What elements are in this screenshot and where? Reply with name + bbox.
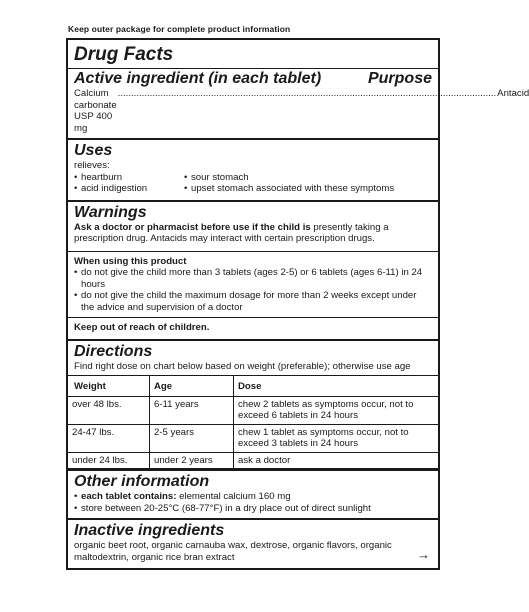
divider (68, 68, 438, 69)
section-divider (68, 469, 438, 471)
drug-facts-title: Drug Facts (74, 44, 174, 65)
table-header-row (68, 376, 438, 397)
other-information-list (74, 491, 432, 514)
table-cell: 6-11 years (150, 396, 234, 424)
inactive-ingredients-heading: Inactive ingredients (74, 522, 225, 539)
dosage-table (68, 375, 438, 469)
table-header: Dose (234, 376, 439, 397)
directions-intro: Find right dose on chart below based on weight (preferable); otherwise use age (74, 360, 411, 372)
calcium-content: elemental calcium 160 mg (176, 491, 291, 502)
when-using-item: • do not give the child more than 3 tablets (ages 2-5) or 6 tablets (ages 6-11) in 24 hours (74, 267, 432, 290)
dosage-table-wrap (68, 375, 438, 469)
leader-dots: .............................................................................................................................................. (117, 88, 497, 99)
divider (68, 251, 438, 252)
table-header: Age (150, 376, 234, 397)
other-information-heading: Other information (74, 473, 210, 490)
keep-out-of-reach: Keep out of reach of children. (74, 322, 210, 333)
when-using-item: • do not give the child the maximum dosage for more than 2 weeks except under the advice and supervision of a doctor (74, 290, 432, 313)
when-using-list (74, 267, 432, 313)
table-row (68, 396, 438, 424)
inactive-ingredients-text: organic beet root, organic carnauba wax, dextrose, organic flavors, organic maltodextrin, organic rice bran extract (74, 540, 392, 563)
active-ingredient-purpose: Antacid (497, 88, 529, 99)
uses-intro: relieves: (74, 160, 110, 171)
uses-item: • acid indigestion (74, 183, 184, 195)
other-information-item (74, 491, 432, 503)
table-cell: chew 2 tablets as symptoms occur, not to exceed 6 tablets in 24 hours (234, 396, 439, 424)
purpose-heading: Purpose (367, 70, 432, 87)
section-divider (68, 200, 438, 202)
table-cell: under 24 lbs. (68, 452, 150, 469)
active-ingredient-row (74, 88, 529, 134)
other-information-item: • store between 20-25°C (68-77°F) in a dry place out of direct sunlight (74, 503, 432, 515)
active-ingredient-heading: Active ingredient (in each tablet) (74, 70, 322, 87)
uses-item: • upset stomach associated with these symptoms (184, 183, 432, 195)
when-using-heading: When using this product (74, 255, 187, 267)
table-row (68, 424, 438, 452)
uses-heading: Uses (74, 142, 113, 159)
table-row (68, 452, 438, 469)
active-ingredient-header (74, 70, 432, 88)
each-tablet-contains-label: each tablet contains: (81, 491, 177, 502)
table-cell: over 48 lbs. (68, 396, 150, 424)
warnings-heading: Warnings (74, 203, 147, 221)
uses-list (74, 172, 432, 195)
section-divider (68, 339, 438, 341)
table-cell: chew 1 tablet as symptoms occur, not to exceed 3 tablets in 24 hours (234, 424, 439, 452)
continue-arrow-icon: → (417, 547, 430, 562)
table-cell: under 2 years (150, 452, 234, 469)
package-note: Keep outer package for complete product information (68, 24, 291, 34)
section-divider (68, 138, 438, 140)
active-ingredient-name: Calcium carbonate USP 400 mg (74, 88, 117, 134)
table-header: Weight (68, 376, 150, 397)
ask-doctor-text: presently taking a prescription drug. Antacids may interact with certain prescription drugs. (74, 221, 389, 244)
table-cell: 24-47 lbs. (68, 424, 150, 452)
uses-item: • sour stomach (184, 172, 432, 184)
directions-heading: Directions (74, 342, 153, 360)
uses-item: • heartburn (74, 172, 184, 184)
divider (68, 317, 438, 318)
section-divider (68, 518, 438, 520)
ask-doctor-warning (74, 222, 432, 245)
table-cell: ask a doctor (234, 452, 439, 469)
ask-doctor-bold: Ask a doctor or pharmacist before use if the child is (74, 221, 311, 233)
table-cell: 2-5 years (150, 424, 234, 452)
drug-facts-panel (66, 38, 529, 570)
